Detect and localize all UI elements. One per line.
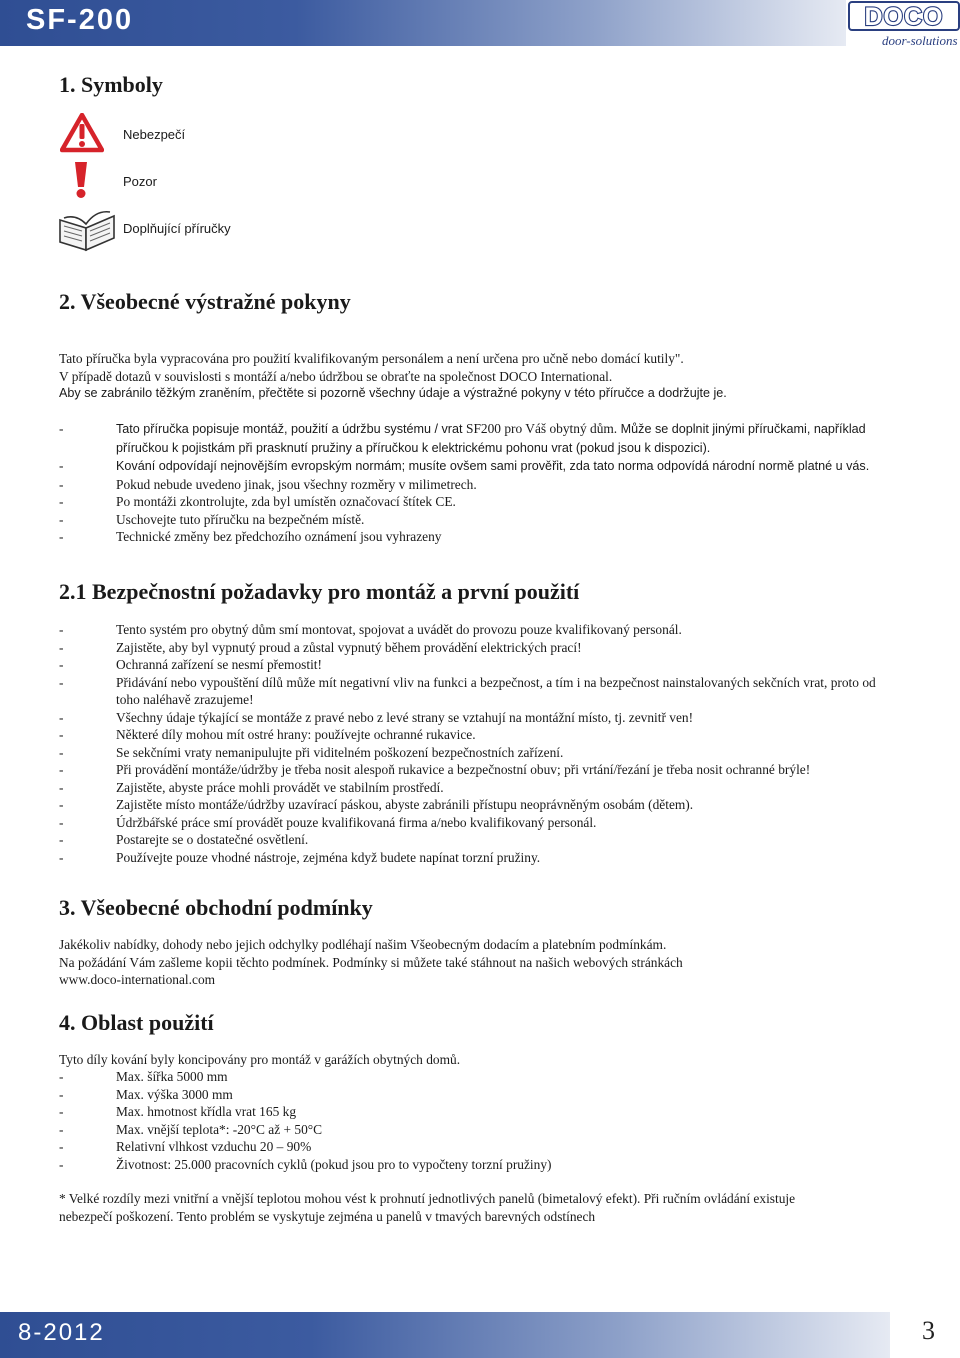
list-item: - Se sekčními vraty nemanipulujte při viditelném poškození bezpečnostních zařízení. [59, 744, 899, 762]
exclamation-icon [72, 161, 90, 199]
safety-list [59, 621, 899, 866]
footnote-line: nebezpečí poškození. Tento problém se vyskytuje zejména u panelů v tmavých barevných odstínech [59, 1208, 596, 1224]
list-item: - Technické změny bez předchozího oznámení jsou vyhrazeny [59, 528, 899, 546]
svg-text:DOCO: DOCO [864, 3, 944, 31]
section-heading-scope: 4. Oblast použití [59, 1010, 214, 1035]
list-item: - Zajistěte, abyste práce mohli provádět ve stabilním prostředí. [59, 779, 899, 797]
section-heading-terms: 3. Všeobecné obchodní podmínky [59, 895, 373, 920]
list-item: - Uschovejte tuto příručku na bezpečném místě. [59, 511, 899, 529]
warning-triangle-icon [60, 113, 104, 153]
footnote-line: * Velké rozdíly mezi vnitřní a vnější teplotou mohou vést k prohnutí jednotlivých panelů (bimetalový efekt). Při ručním ovládání existuje [59, 1191, 796, 1206]
list-item: - Relativní vlhkost vzduchu 20 – 90% [59, 1138, 899, 1156]
footer-banner [0, 1312, 890, 1358]
list-item: - Přidávání nebo vypouštění dílů může mít negativní vliv na funkci a bezpečnost, a tím i na bezpečnost nainstalovaných sekčních vrat, proto od toho naléhavě zrazujeme! [59, 674, 899, 709]
list-item: - Postarejte se o dostatečné osvětlení. [59, 831, 899, 849]
list-item: - Používejte pouze vhodné nástroje, zejména když budete napínat torzní pružiny. [59, 849, 899, 867]
list-item: - Max. šířka 5000 mm [59, 1068, 899, 1086]
list-item: - Údržbářské práce smí provádět pouze kvalifikovaná firma a/nebo kvalifikovaný personál. [59, 814, 899, 832]
list-item: - Max. vnější teplota*: -20°C až + 50°C [59, 1121, 899, 1139]
page-number: 3 [922, 1316, 935, 1345]
scope-intro-line: Tyto díly kování byly koncipovány pro montáž v garážích obytných domů. [59, 1052, 461, 1067]
symbol-label-caution: Pozor [123, 174, 157, 189]
doco-logo-mark [848, 1, 960, 31]
section-heading-general-warnings: 2. Všeobecné výstražné pokyny [59, 289, 351, 314]
list-item: - Životnost: 25.000 pracovních cyklů (pokud jsou pro to vypočteny torzní pružiny) [59, 1156, 899, 1174]
list-item: - Max. hmotnost křídla vrat 165 kg [59, 1103, 899, 1121]
footer-date: 8-2012 [18, 1319, 105, 1346]
section-heading-symbols: 1. Symboly [59, 72, 163, 97]
list-item: - Tato příručka popisuje montáž, použití a údržbu systému / vrat SF200 pro Váš obytný dům. Může se doplnit jinými příručkami, například příručkou k pojistkám při prasknutí pružiny a příručkou k elektrickému pohonu vrat (pokud jsou k dispozici). [59, 420, 899, 457]
website-link[interactable]: www.doco-international.com [59, 972, 216, 987]
section-heading-safety: 2.1 Bezpečnostní požadavky pro montáž a první použití [59, 579, 580, 604]
symbol-label-danger: Nebezpečí [123, 127, 186, 142]
open-book-icon [56, 206, 118, 252]
intro-line: Tato příručka byla vypracována pro použití kvalifikovaným personálem a není určena pro učně nebo domácí kutily". [59, 351, 684, 366]
list-item: - Max. výška 3000 mm [59, 1086, 899, 1104]
general-warnings-list [59, 420, 899, 546]
list-item: - Pokud nebude uvedeno jinak, jsou všechny rozměry v milimetrech. [59, 476, 899, 494]
general-warnings-intro [59, 350, 899, 403]
list-item: - Všechny údaje týkající se montáže z pravé nebo z levé strany se vztahují na montážní místo, tj. zevnitř ven! [59, 709, 899, 727]
intro-line: Aby se zabránilo těžkým zraněním, přečtěte si pozorně všechny údaje a výstražné pokyny v této příručce a dodržujte je. [59, 386, 727, 400]
list-item: - Po montáži zkontrolujte, zda byl umístěn označovací štítek CE. [59, 493, 899, 511]
list-item: - Tento systém pro obytný dům smí montovat, spojovat a uvádět do provozu pouze kvalifikovaný personál. [59, 621, 899, 639]
doco-logo [848, 0, 960, 48]
symbol-label-manuals: Doplňující příručky [123, 221, 231, 236]
list-item: - Některé díly mohou mít ostré hrany: používejte ochranné rukavice. [59, 726, 899, 744]
list-item: - Zajistěte, aby byl vypnutý proud a zůstal vypnutý během provádění elektrických prací! [59, 639, 899, 657]
logo-tagline: door-solutions [882, 33, 958, 48]
list-item: - Kování odpovídají nejnovějším evropským normám; musíte ovšem sami prověřit, zda tato norma odpovídá národní normě platné u vás. [59, 457, 899, 476]
terms-text [59, 936, 899, 989]
terms-line: Na požádání Vám zašleme kopii těchto podmínek. Podmínky si můžete také stáhnout na našich webových stránkách [59, 954, 683, 970]
product-model: SF-200 [26, 4, 134, 36]
list-item: - Zajistěte místo montáže/údržby uzavírací páskou, abyste zabránili přístupu neoprávněným osobám (dětem). [59, 796, 899, 814]
list-item: - Při provádění montáže/údržby je třeba nosit alespoň rukavice a bezpečnostní obuv; při vrtání/řezání je třeba nosit ochranné brýle! [59, 761, 899, 779]
terms-line: Jakékoliv nabídky, dohody nebo jejich odchylky podléhají našim Všeobecným dodacím a platebním podmínkám. [59, 937, 667, 952]
scope-intro [59, 1051, 899, 1069]
scope-list [59, 1068, 899, 1173]
intro-line: V případě dotazů v souvislosti s montáží a/nebo údržbou se obraťte na společnost DOCO International. [59, 368, 613, 384]
footnote [59, 1190, 899, 1225]
list-item: - Ochranná zařízení se nesmí přemostit! [59, 656, 899, 674]
